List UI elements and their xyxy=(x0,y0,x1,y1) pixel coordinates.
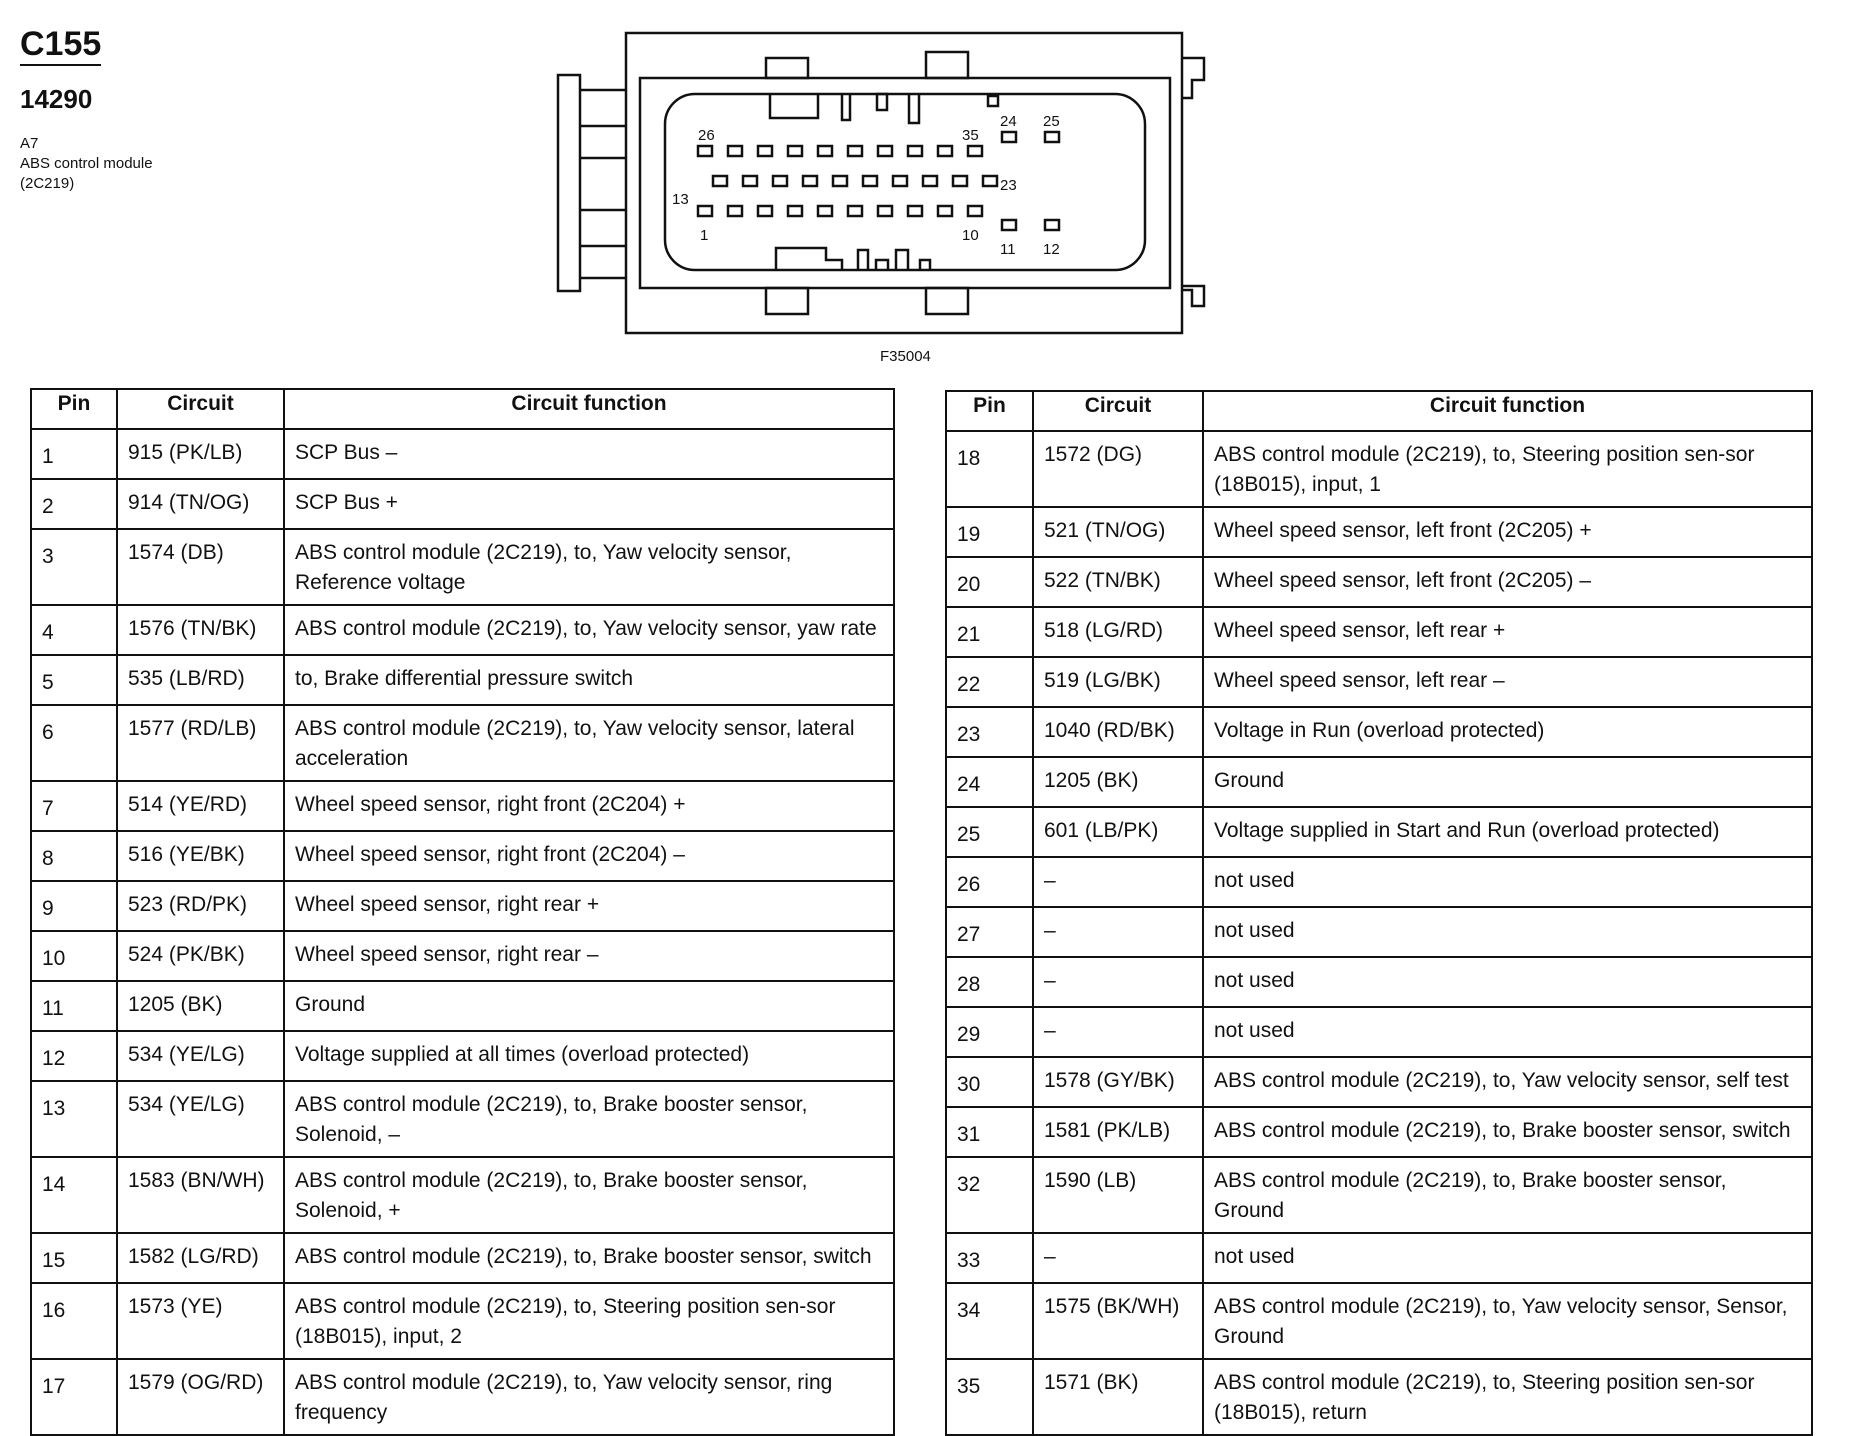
table-header-row xyxy=(31,389,894,429)
pin-cell: 12 xyxy=(31,1031,117,1081)
pinout-table-right xyxy=(945,390,1813,1436)
pin-cell: 15 xyxy=(31,1233,117,1283)
pin-cell: 28 xyxy=(946,957,1033,1007)
pin-cell: 4 xyxy=(31,605,117,655)
circuit-cell: 516 (YE/BK) xyxy=(117,831,284,881)
circuit-cell: 1205 (BK) xyxy=(117,981,284,1031)
pin-cell: 10 xyxy=(31,931,117,981)
circuit-cell: 1590 (LB) xyxy=(1033,1157,1203,1233)
pin-cell: 30 xyxy=(946,1057,1033,1107)
circuit-cell: 1574 (DB) xyxy=(117,529,284,605)
pin-cell: 7 xyxy=(31,781,117,831)
function-cell: Wheel speed sensor, left front (2C205) + xyxy=(1203,507,1812,557)
circuit-cell: 1040 (RD/BK) xyxy=(1033,707,1203,757)
table-row xyxy=(31,1283,894,1359)
function-cell: ABS control module (2C219), to, Brake booster sensor, Ground xyxy=(1203,1157,1812,1233)
pin-label: 11 xyxy=(1000,241,1016,258)
table-row xyxy=(31,605,894,655)
function-cell: ABS control module (2C219), to, Yaw velocity sensor, Reference voltage xyxy=(284,529,894,605)
function-cell: not used xyxy=(1203,857,1812,907)
table-row xyxy=(946,1107,1812,1157)
pin-cell: 20 xyxy=(946,557,1033,607)
pin-label: 26 xyxy=(698,127,715,144)
circuit-cell: 1582 (LG/RD) xyxy=(117,1233,284,1283)
function-cell: ABS control module (2C219), to, Brake booster sensor, switch xyxy=(284,1233,894,1283)
table-row xyxy=(946,1233,1812,1283)
circuit-cell: 534 (YE/LG) xyxy=(117,1081,284,1157)
function-cell: Ground xyxy=(1203,757,1812,807)
circuit-cell: – xyxy=(1033,857,1203,907)
pin-cell: 8 xyxy=(31,831,117,881)
function-cell: Wheel speed sensor, right front (2C204) + xyxy=(284,781,894,831)
function-cell: SCP Bus – xyxy=(284,429,894,479)
circuit-cell: 524 (PK/BK) xyxy=(117,931,284,981)
col-header-circuit: Circuit xyxy=(1033,391,1203,431)
table-row xyxy=(946,807,1812,857)
pin-cell: 18 xyxy=(946,431,1033,507)
figure-code: F35004 xyxy=(880,348,931,365)
circuit-cell: 1573 (YE) xyxy=(117,1283,284,1359)
pin-label: 23 xyxy=(1000,177,1017,194)
circuit-cell: 1575 (BK/WH) xyxy=(1033,1283,1203,1359)
pin-label: 10 xyxy=(962,227,979,244)
table-row xyxy=(946,707,1812,757)
table-row xyxy=(946,507,1812,557)
function-cell: ABS control module (2C219), to, Brake booster sensor, Solenoid, – xyxy=(284,1081,894,1157)
table-row xyxy=(31,881,894,931)
function-cell: ABS control module (2C219), to, Brake booster sensor, switch xyxy=(1203,1107,1812,1157)
circuit-cell: 521 (TN/OG) xyxy=(1033,507,1203,557)
function-cell: not used xyxy=(1203,1007,1812,1057)
table-header-row xyxy=(946,391,1812,431)
circuit-cell: 601 (LB/PK) xyxy=(1033,807,1203,857)
table-row xyxy=(31,831,894,881)
col-header-pin: Pin xyxy=(31,389,117,429)
col-header-circuit: Circuit xyxy=(117,389,284,429)
table-row xyxy=(31,429,894,479)
circuit-cell: 1577 (RD/LB) xyxy=(117,705,284,781)
pin-cell: 25 xyxy=(946,807,1033,857)
pin-cell: 23 xyxy=(946,707,1033,757)
function-cell: Wheel speed sensor, left rear + xyxy=(1203,607,1812,657)
function-cell: ABS control module (2C219), to, Yaw velocity sensor, Sensor, Ground xyxy=(1203,1283,1812,1359)
table-row xyxy=(946,757,1812,807)
col-header-pin: Pin xyxy=(946,391,1033,431)
function-cell: ABS control module (2C219), to, Yaw velocity sensor, self test xyxy=(1203,1057,1812,1107)
table-row xyxy=(31,1157,894,1233)
function-cell: ABS control module (2C219), to, Steering position sen-sor (18B015), return xyxy=(1203,1359,1812,1435)
pinout-table-left xyxy=(30,388,895,1436)
circuit-cell: 534 (YE/LG) xyxy=(117,1031,284,1081)
table-row xyxy=(31,479,894,529)
circuit-cell: – xyxy=(1033,1007,1203,1057)
table-row xyxy=(31,1233,894,1283)
function-cell: Wheel speed sensor, right rear + xyxy=(284,881,894,931)
function-cell: ABS control module (2C219), to, Yaw velocity sensor, ring frequency xyxy=(284,1359,894,1435)
circuit-cell: 522 (TN/BK) xyxy=(1033,557,1203,607)
table-row xyxy=(31,1081,894,1157)
pin-cell: 33 xyxy=(946,1233,1033,1283)
pin-label: 24 xyxy=(1000,113,1017,130)
pin-cell: 19 xyxy=(946,507,1033,557)
function-cell: ABS control module (2C219), to, Steering position sen-sor (18B015), input, 2 xyxy=(284,1283,894,1359)
function-cell: Wheel speed sensor, right rear – xyxy=(284,931,894,981)
function-cell: Voltage in Run (overload protected) xyxy=(1203,707,1812,757)
function-cell: ABS control module (2C219), to, Yaw velocity sensor, lateral acceleration xyxy=(284,705,894,781)
pin-cell: 27 xyxy=(946,907,1033,957)
table-row xyxy=(31,705,894,781)
pin-cell: 32 xyxy=(946,1157,1033,1233)
pin-label: 13 xyxy=(672,191,689,208)
circuit-cell: 518 (LG/RD) xyxy=(1033,607,1203,657)
pin-cell: 22 xyxy=(946,657,1033,707)
circuit-cell: – xyxy=(1033,907,1203,957)
part-number: 14290 xyxy=(20,84,93,114)
pin-label: 35 xyxy=(962,127,979,144)
table-row xyxy=(31,931,894,981)
location-line: ABS control module xyxy=(20,155,153,172)
table-row xyxy=(31,529,894,605)
pin-cell: 35 xyxy=(946,1359,1033,1435)
pin-label: 12 xyxy=(1043,241,1060,258)
circuit-cell: 1571 (BK) xyxy=(1033,1359,1203,1435)
circuit-cell: 915 (PK/LB) xyxy=(117,429,284,479)
circuit-cell: 519 (LG/BK) xyxy=(1033,657,1203,707)
table-row xyxy=(31,781,894,831)
circuit-cell: 914 (TN/OG) xyxy=(117,479,284,529)
pin-cell: 31 xyxy=(946,1107,1033,1157)
function-cell: not used xyxy=(1203,957,1812,1007)
location-line: A7 xyxy=(20,135,39,152)
function-cell: Wheel speed sensor, left rear – xyxy=(1203,657,1812,707)
table-row xyxy=(946,957,1812,1007)
circuit-cell: 535 (LB/RD) xyxy=(117,655,284,705)
pin-cell: 14 xyxy=(31,1157,117,1233)
table-row xyxy=(946,1359,1812,1435)
function-cell: SCP Bus + xyxy=(284,479,894,529)
function-cell: not used xyxy=(1203,907,1812,957)
pin-cell: 29 xyxy=(946,1007,1033,1057)
circuit-cell: 514 (YE/RD) xyxy=(117,781,284,831)
function-cell: ABS control module (2C219), to, Brake booster sensor, Solenoid, + xyxy=(284,1157,894,1233)
function-cell: not used xyxy=(1203,1233,1812,1283)
function-cell: Wheel speed sensor, right front (2C204) – xyxy=(284,831,894,881)
pin-cell: 6 xyxy=(31,705,117,781)
table-row xyxy=(946,1007,1812,1057)
connector-face-diagram xyxy=(530,28,1230,338)
function-cell: Wheel speed sensor, left front (2C205) – xyxy=(1203,557,1812,607)
circuit-cell: 1583 (BN/WH) xyxy=(117,1157,284,1233)
table-row xyxy=(946,907,1812,957)
table-row xyxy=(31,981,894,1031)
table-row xyxy=(31,1031,894,1081)
pin-label: 1 xyxy=(700,227,709,244)
col-header-function: Circuit function xyxy=(284,389,894,429)
connector-id: C155 xyxy=(20,26,101,66)
table-row xyxy=(946,1157,1812,1233)
table-row xyxy=(946,857,1812,907)
table-row xyxy=(946,431,1812,507)
pin-cell: 21 xyxy=(946,607,1033,657)
circuit-cell: 1579 (OG/RD) xyxy=(117,1359,284,1435)
function-cell: Voltage supplied in Start and Run (overload protected) xyxy=(1203,807,1812,857)
component-location xyxy=(20,134,153,194)
col-header-function: Circuit function xyxy=(1203,391,1812,431)
function-cell: Ground xyxy=(284,981,894,1031)
circuit-cell: 1578 (GY/BK) xyxy=(1033,1057,1203,1107)
pin-label: 25 xyxy=(1043,113,1060,130)
table-row xyxy=(946,657,1812,707)
circuit-cell: – xyxy=(1033,957,1203,1007)
function-cell: to, Brake differential pressure switch xyxy=(284,655,894,705)
table-row xyxy=(946,557,1812,607)
pin-cell: 17 xyxy=(31,1359,117,1435)
function-cell: ABS control module (2C219), to, Yaw velocity sensor, yaw rate xyxy=(284,605,894,655)
circuit-cell: 1576 (TN/BK) xyxy=(117,605,284,655)
circuit-cell: 523 (RD/PK) xyxy=(117,881,284,931)
pin-cell: 26 xyxy=(946,857,1033,907)
circuit-cell: – xyxy=(1033,1233,1203,1283)
pin-cell: 24 xyxy=(946,757,1033,807)
circuit-cell: 1572 (DG) xyxy=(1033,431,1203,507)
pin-cell: 5 xyxy=(31,655,117,705)
circuit-cell: 1205 (BK) xyxy=(1033,757,1203,807)
pin-cell: 11 xyxy=(31,981,117,1031)
pin-cell: 13 xyxy=(31,1081,117,1157)
table-row xyxy=(946,1057,1812,1107)
pin-cell: 2 xyxy=(31,479,117,529)
table-row xyxy=(946,1283,1812,1359)
pin-cell: 1 xyxy=(31,429,117,479)
circuit-cell: 1581 (PK/LB) xyxy=(1033,1107,1203,1157)
table-row xyxy=(31,1359,894,1435)
table-row xyxy=(31,655,894,705)
function-cell: Voltage supplied at all times (overload protected) xyxy=(284,1031,894,1081)
table-row xyxy=(946,607,1812,657)
pin-cell: 3 xyxy=(31,529,117,605)
pin-cell: 16 xyxy=(31,1283,117,1359)
pin-cell: 9 xyxy=(31,881,117,931)
location-line: (2C219) xyxy=(20,175,75,192)
function-cell: ABS control module (2C219), to, Steering position sen-sor (18B015), input, 1 xyxy=(1203,431,1812,507)
pin-cell: 34 xyxy=(946,1283,1033,1359)
